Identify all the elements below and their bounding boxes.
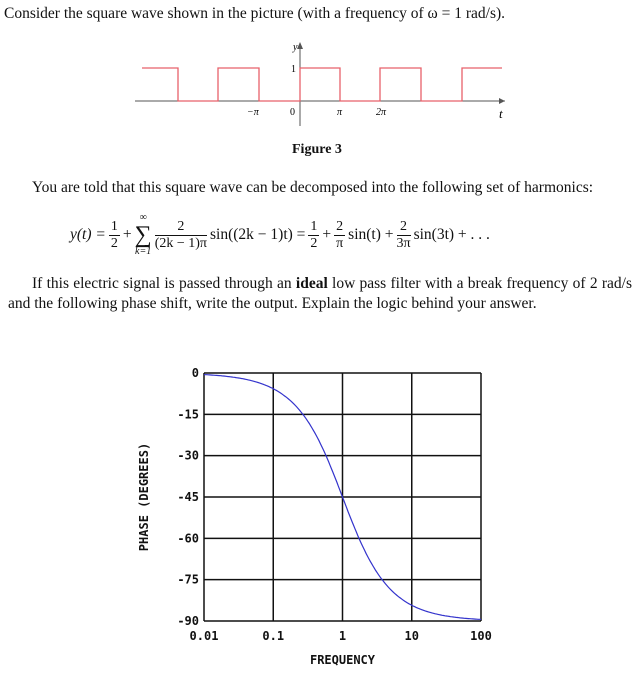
eq-term: sin(t) + <box>348 226 394 243</box>
square-wave-figure <box>135 38 515 128</box>
phase-chart <box>130 355 510 673</box>
one-label: 1 <box>291 64 296 75</box>
eq-den: 2 <box>110 235 118 251</box>
question-part2: low pass filter with a break frequency of 2 rad/s and the following phase shift, write the output. Explain the logic behind your answer. <box>8 275 632 312</box>
harmonics-equation <box>70 212 490 258</box>
x-tick-label: 0.1 <box>262 629 285 643</box>
y-tick-label: -75 <box>177 572 199 587</box>
intro-text: Consider the square wave shown in the picture (with a frequency of ω = 1 rad/s). <box>4 5 506 22</box>
y-tick-label: 0 <box>191 366 199 380</box>
eq-den: 2 <box>310 235 318 251</box>
x-tick-label: 100 <box>470 629 492 643</box>
x-axis-label: FREQUENCY <box>309 653 376 667</box>
y-tick-label: -60 <box>177 531 199 546</box>
eq-plus: + <box>322 226 332 243</box>
tick-pi: π <box>337 107 343 118</box>
y-tick-label: -45 <box>177 490 199 504</box>
x-tick-label: 0.01 <box>189 629 219 643</box>
t-axis-arrow-icon <box>499 98 505 104</box>
tick-2pi: 2π <box>376 107 387 118</box>
eq-den: 3π <box>396 235 411 251</box>
eq-term: sin(3t) + . . . <box>413 226 490 243</box>
tick-neg-pi: −π <box>247 107 259 118</box>
eq-plus: + <box>122 226 132 243</box>
y-axis-arrow-icon <box>297 42 303 49</box>
sum-lower: k=1 <box>135 246 152 257</box>
eq-num: 2 <box>336 218 344 234</box>
y-tick-label: -30 <box>177 448 199 463</box>
tick-zero: 0 <box>290 107 295 118</box>
y-label: y <box>293 42 298 53</box>
square-wave <box>142 68 502 101</box>
y-tick-label: -90 <box>177 614 199 628</box>
sum-icon: ∑ <box>134 222 152 248</box>
eq-num: 1 <box>310 218 318 234</box>
eq-den: (2k − 1)π <box>154 235 207 251</box>
eq-lhs: y(t) = <box>70 226 106 243</box>
eq-num: 1 <box>110 218 118 234</box>
figure-caption: Figure 3 <box>292 142 342 157</box>
sum-upper: ∞ <box>139 212 147 223</box>
eq-num: 2 <box>397 219 411 236</box>
y-axis-label: PHASE (DEGREES) <box>137 442 151 552</box>
t-label: t <box>499 106 503 121</box>
question-bold: ideal <box>295 275 328 292</box>
question-part1: If this electric signal is passed through an <box>32 275 296 292</box>
eq-num: 2 <box>155 219 207 236</box>
question-text <box>8 274 632 314</box>
wave-transitions <box>178 68 462 101</box>
eq-den: π <box>336 235 344 251</box>
y-tick-label: -15 <box>177 407 199 422</box>
harmonics-text: You are told that this square wave can be decomposed into the following set of harmonics: <box>32 179 594 196</box>
x-tick-label: 1 <box>338 629 347 643</box>
x-tick-label: 10 <box>404 629 419 643</box>
eq-term: sin((2k − 1)t) = <box>210 226 306 243</box>
